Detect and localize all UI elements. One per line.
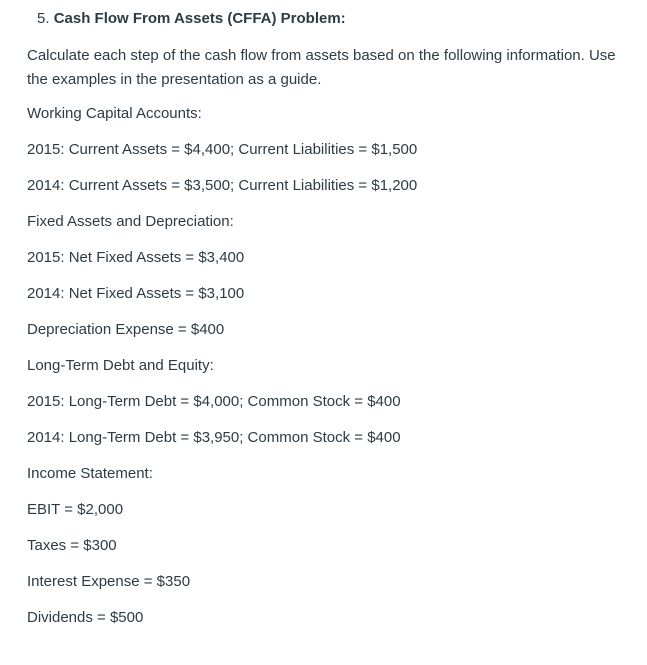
section-heading-working-capital: Working Capital Accounts: bbox=[27, 105, 202, 122]
line-2014-current: 2014: Current Assets = $3,500; Current Liabilities = $1,200 bbox=[27, 177, 418, 194]
line-2014-net-fixed-assets: 2014: Net Fixed Assets = $3,100 bbox=[27, 285, 245, 302]
problem-intro: Calculate each step of the cash flow from assets based on the following information. Use the examples in the presentation as a guide. bbox=[27, 47, 616, 88]
line-2014-long-term-debt: 2014: Long-Term Debt = $3,950; Common Stock = $400 bbox=[27, 429, 401, 446]
line-taxes: Taxes = $300 bbox=[27, 537, 117, 554]
section-heading-income-statement: Income Statement: bbox=[27, 465, 153, 482]
line-dividends: Dividends = $500 bbox=[27, 609, 144, 626]
problem-title-text: Cash Flow From Assets (CFFA) Problem: bbox=[53, 10, 346, 27]
problem-number: 5. bbox=[37, 10, 50, 27]
line-depreciation-expense: Depreciation Expense = $400 bbox=[27, 321, 225, 338]
line-ebit: EBIT = $2,000 bbox=[27, 501, 124, 518]
line-2015-net-fixed-assets: 2015: Net Fixed Assets = $3,400 bbox=[27, 249, 245, 266]
line-2015-current: 2015: Current Assets = $4,400; Current Liabilities = $1,500 bbox=[27, 141, 418, 158]
problem-title bbox=[37, 9, 346, 29]
section-heading-debt-equity: Long-Term Debt and Equity: bbox=[27, 357, 214, 374]
section-heading-fixed-assets: Fixed Assets and Depreciation: bbox=[27, 213, 234, 230]
line-2015-long-term-debt: 2015: Long-Term Debt = $4,000; Common Stock = $400 bbox=[27, 393, 401, 410]
line-interest-expense: Interest Expense = $350 bbox=[27, 573, 191, 590]
